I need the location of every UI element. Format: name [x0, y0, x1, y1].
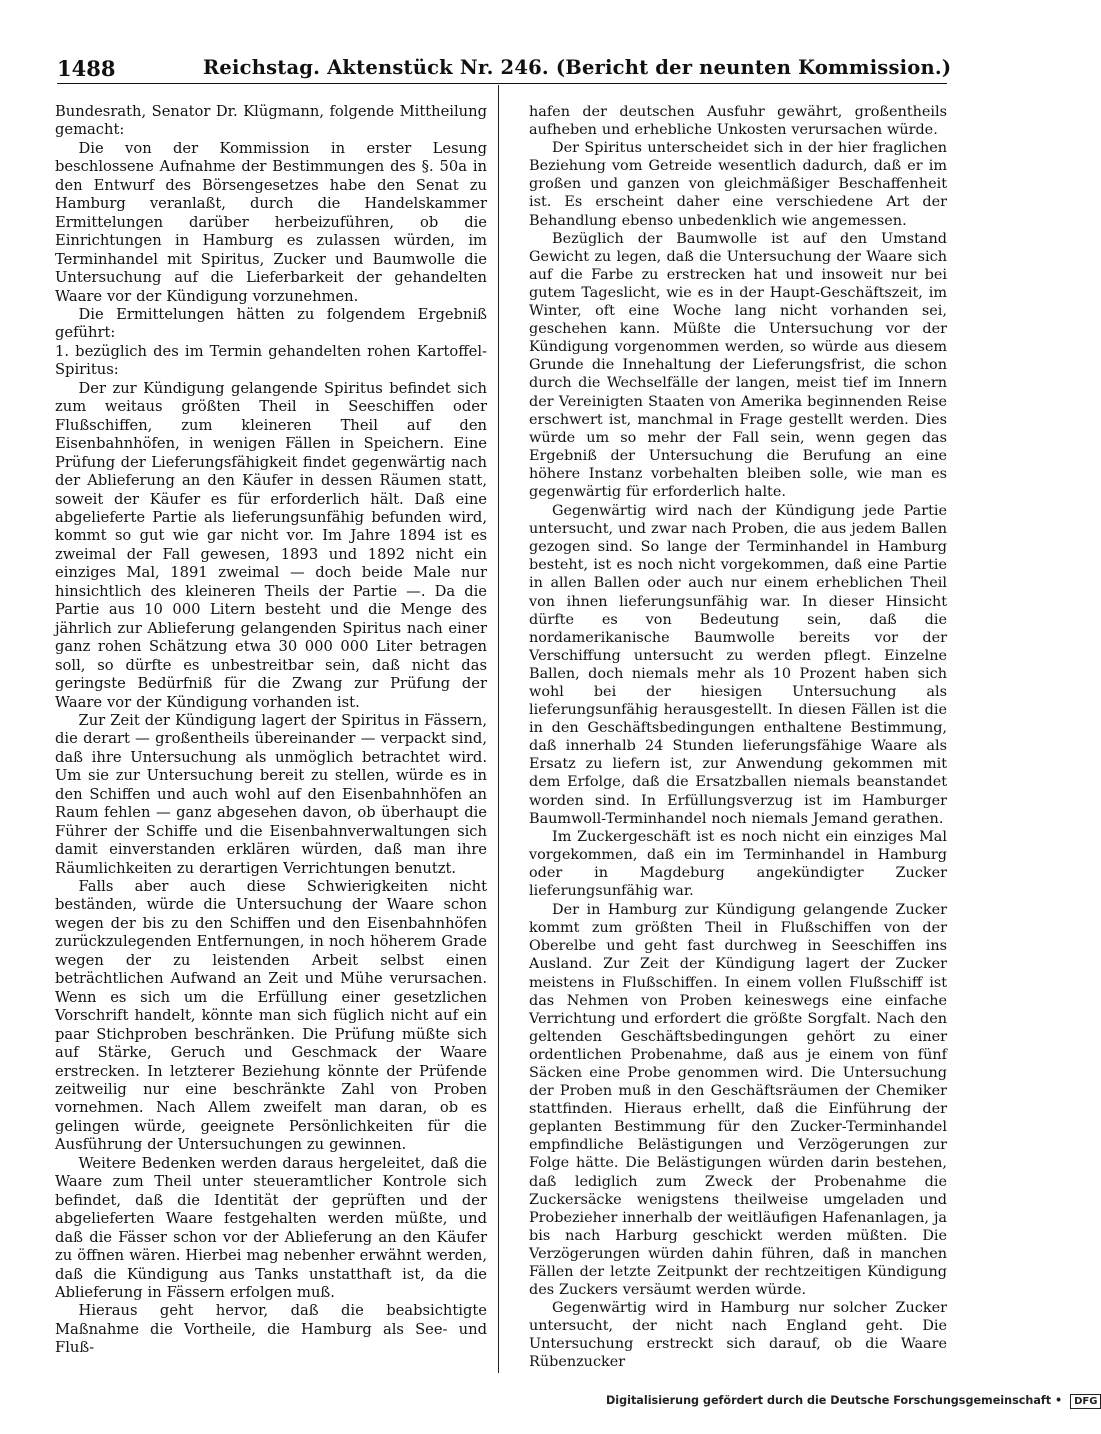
- paragraph: Der zur Kündigung gelangende Spiritus befindet sich zum weitaus größten Theil in Seeschiffen oder Flußschiffen, zum kleineren Theil auf den Eisenbahnhöfen, in wenigen Fällen in Speichern. Eine Prüfung der Lieferungsfähigkeit findet gegenwärtig nach der Ablieferung an den Käufer in dessen Räumen statt, soweit der Käufer es für erforderlich hält. Daß eine abgelieferte Partie als lieferungsunfähig befunden wird, kommt so gut wie gar nicht vor. Im Jahre 1894 ist es zweimal der Fall gewesen, 1893 und 1892 nicht ein einziges Mal, 1891 zweimal — doch beide Male nur hinsichtlich des kleineren Theils der Partie —. Da die Partie aus 10 000 Litern besteht und die Menge des jährlich zur Ablieferung gelangenden Spiritus nach einer ganz rohen Schätzung etwa 30 000 000 Liter betragen soll, so dürfte es unbestreitbar sein, daß nicht das geringste Bedürfniß für die Zwang zur Prüfung der Waare vor der Kündigung vorhanden ist.: [55, 379, 487, 711]
- digitization-footer: [606, 1394, 1098, 1414]
- header-rule: [57, 83, 947, 84]
- left-column: [55, 103, 487, 1358]
- dfg-logo: DFG: [1070, 1394, 1101, 1409]
- paragraph: Der in Hamburg zur Kündigung gelangende Zucker kommt zum größten Theil in Flußschiffen von der Oberelbe und geht fast durchweg in Seeschiffen ins Ausland. Zur Zeit der Kündigung lagert der Zucker meistens in Flußschiffen. In einem vollen Flußschiff ist das Nehmen von Proben keineswegs eine einfache Verrichtung und erfordert die größte Sorgfalt. Nach den geltenden Geschäftsbedingungen gehört zu einer ordentlichen Probenahme, daß aus je einem von fünf Säcken eine Probe genommen wird. Die Untersuchung der Proben muß in den Geschäftsräumen der Chemiker stattfinden. Hieraus erhellt, daß die Einführung der geplanten Bestimmung für den Zucker-Terminhandel empfindliche Belästigungen und Verzögerungen zur Folge hätte. Die Belästigungen würden darin bestehen, daß lediglich zum Zweck der Probenahme die Zuckersäcke wenigstens theilweise umgeladen und Probezieher innerhalb der weitläufigen Hafenanlagen, ja bis nach Harburg geschickt werden müßten. Die Verzögerungen würden dahin führen, daß in manchen Fällen der letzte Zeitpunkt der rechtzeitigen Kündigung des Zuckers versäumt werden würde.: [529, 902, 947, 1299]
- paragraph: Bundesrath, Senator Dr. Klügmann, folgende Mittheilung gemacht:: [55, 103, 487, 139]
- paragraph: Bezüglich der Baumwolle ist auf den Umstand Gewicht zu legen, daß die Untersuchung der Waare sich auf die Farbe zu erstrecken hat und insoweit nur bei gutem Tageslicht, wie es in der Haupt-Geschäftszeit, im Winter, oft eine Woche lang nicht vorhanden sei, geschehen kann. Müßte die Untersuchung vor der Kündigung vorgenommen werden, so würde aus diesem Grunde die Innehaltung der Lieferungsfrist, die schon durch die Wechselfälle der langen, meist tief im Innern der Vereinigten Staaten von Amerika beginnenden Reise erschwert ist, manchmal in Frage gestellt werden. Dies würde um so mehr der Fall sein, wenn gegen das Ergebniß der Untersuchung die Berufung an eine höhere Instanz vorbehalten bleiben solle, wie man es gegenwärtig für erforderlich halte.: [529, 230, 947, 500]
- running-title: Reichstag. Aktenstück Nr. 246. (Bericht der neunten Kommission.): [203, 56, 952, 79]
- paragraph: Falls aber auch diese Schwierigkeiten nicht beständen, würde die Untersuchung der Waare schon wegen der bis zu den Schiffen und den Eisenbahnhöfen zurückzulegenden Entfernungen, in noch höherem Grade wegen der zu leistenden Arbeit selbst einen beträchtlichen Aufwand an Zeit und Mühe verursachen. Wenn es sich um die Erfüllung einer gesetzlichen Vorschrift handelt, könnte man sich füglich nicht auf ein paar Stichproben beschränken. Die Prüfung müßte sich auf Stärke, Geruch und Geschmack der Waare erstrecken. In letzterer Beziehung könnte der Prüfende zeitweilig nur eine beschränkte Zahl von Proben vornehmen. Nach Allem zweifelt man daran, ob es gelingen würde, geeignete Persönlichkeiten für die Ausführung der Untersuchungen zu gewinnen.: [55, 878, 487, 1154]
- column-divider: [498, 85, 499, 1373]
- paragraph: Gegenwärtig wird in Hamburg nur solcher Zucker untersucht, der nicht nach England geht. Die Untersuchung erstreckt sich darauf, ob die Waare Rübenzucker: [529, 1300, 947, 1371]
- paragraph: Die Ermittelungen hätten zu folgendem Ergebniß geführt:: [55, 305, 487, 342]
- page-header: [57, 50, 952, 82]
- list-item-heading: 1. bezüglich des im Termin gehandelten rohen Kartoffel-Spiritus:: [55, 342, 487, 379]
- paragraph: Der Spiritus unterscheidet sich in der hier fraglichen Beziehung vom Getreide wesentlich dadurch, daß er im großen und ganzen von gleichmäßiger Beschaffenheit ist. Es erscheint daher eine verschiedene Art der Behandlung ebenso unbedenklich wie angemessen.: [529, 140, 947, 229]
- paragraph: Gegenwärtig wird nach der Kündigung jede Partie untersucht, und zwar nach Proben, die aus jedem Ballen gezogen sind. So lange der Terminhandel in Hamburg besteht, ist es noch nicht vorgekommen, daß eine Partie in allen Ballen oder auch nur einem erheblichen Theil von ihnen lieferungsunfähig war. In dieser Hinsicht dürfte es von Bedeutung sein, daß die nordamerikanische Baumwolle bereits vor der Verschiffung untersucht zu werden pflegt. Einzelne Ballen, doch niemals mehr als 10 Prozent haben sich wohl bei der hiesigen Untersuchung als lieferungsunfähig herausgestellt. In diesen Fällen ist die in den Geschäftsbedingungen enthaltene Bestimmung, daß innerhalb 24 Stunden lieferungsfähige Waare als Ersatz zu liefern ist, zur Anwendung gekommen mit dem Erfolge, daß die Ersatzballen niemals beanstandet worden sind. In Erfüllungsverzug ist im Hamburger Baumwoll-Terminhandel noch niemals Jemand gerathen.: [529, 503, 947, 827]
- paragraph: Zur Zeit der Kündigung lagert der Spiritus in Fässern, die derart — großentheils übereinander — verpackt sind, daß ihre Untersuchung als unmöglich betrachtet wird. Um sie zur Untersuchung bereit zu stellen, würde es in den Schiffen und auch wohl auf den Eisenbahnhöfen an Raum fehlen — ganz abgesehen davon, ob überhaupt die Führer der Schiffe und die Eisenbahnverwaltungen sich damit einverstanden erklären würden, daß man ihre Räumlichkeiten zu derartigen Verrichtungen benutzt.: [55, 711, 487, 877]
- paragraph: Die von der Kommission in erster Lesung beschlossene Aufnahme der Bestimmungen des §. 50a in den Entwurf des Börsengesetzes habe den Senat zu Hamburg veranlaßt, durch die Handelskammer Ermittelungen darüber herbeizuführen, ob die Einrichtungen in Hamburg es zulassen würden, im Terminhandel mit Spiritus, Zucker und Baumwolle die Untersuchung auf die Lieferbarkeit der gehandelten Waare vor der Kündigung vorzunehmen.: [55, 139, 487, 305]
- footer-text: Digitalisierung gefördert durch die Deutsche Forschungsgemeinschaft •: [606, 1394, 1063, 1407]
- page-number: 1488: [57, 56, 116, 81]
- right-column: [529, 103, 947, 1372]
- paragraph: Weitere Bedenken werden daraus hergeleitet, daß die Waare zum Theil unter steueramtlicher Kontrole sich befindet, daß die Identität der geprüften und der abgelieferten Waare festgehalten werden müßte, und daß die Fässer schon vor der Ablieferung an den Käufer zu öffnen wären. Hierbei mag nebenher erwähnt werden, daß die Kündigung aus Tanks unstatthaft ist, da die Ablieferung in Fässern erfolgen muß.: [55, 1154, 487, 1301]
- paragraph: Im Zuckergeschäft ist es noch nicht ein einziges Mal vorgekommen, daß ein im Terminhandel in Hamburg oder in Magdeburg angekündigter Zucker lieferungsunfähig war.: [529, 828, 947, 900]
- paragraph: Hieraus geht hervor, daß die beabsichtigte Maßnahme die Vortheile, die Hamburg als See- und Fluß-: [55, 1302, 487, 1357]
- paragraph: hafen der deutschen Ausfuhr gewährt, großentheils aufheben und erhebliche Unkosten verursachen würde.: [529, 104, 947, 139]
